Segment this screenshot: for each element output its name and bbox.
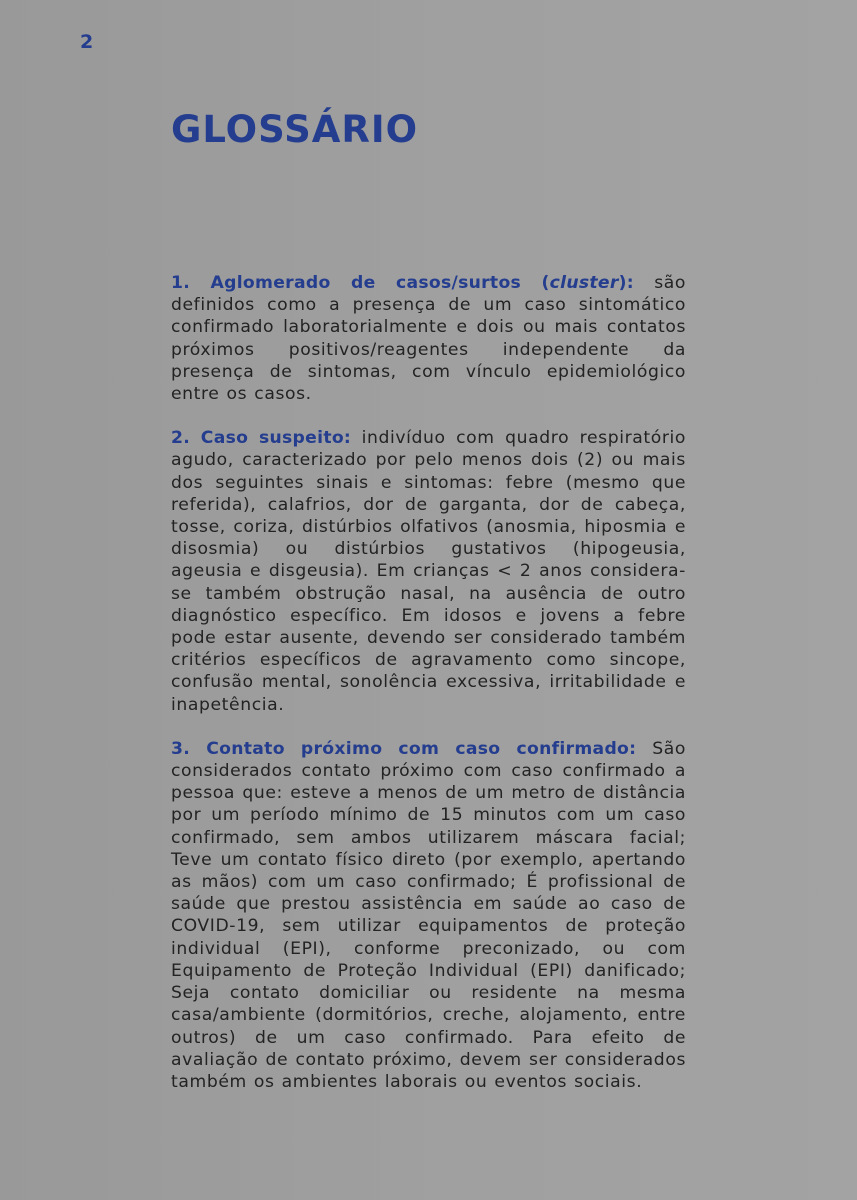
glossary-entry-close-contact: [171, 738, 686, 1093]
page-number: 2: [80, 31, 94, 53]
glossary-entry-suspect-case: [171, 427, 686, 716]
glossary-term: 3. Contato próximo com caso confirmado:: [171, 738, 637, 759]
glossary-definition: São considerados contato próximo com caso confirmado a pessoa que: esteve a menos de um metro de distância por um período mínimo de 15 minutos com um caso confirmado, sem ambos utilizarem máscara facial; Teve um contato físico direto (por exemplo, apertando as mãos) com um caso confirmado; É profissional de saúde que prestou assistência em saúde ao caso de COVID-19, sem utilizar equipamentos de proteção individual (EPI), conforme preconizado, ou com Equipamento de Proteção Individual (EPI) danificado; Seja contato domiciliar ou residente na mesma casa/ambiente (dormitórios, creche, alojamento, entre outros) de um caso confirmado. Para efeito de avaliação de contato próximo, devem ser considerados também os ambientes laborais ou eventos sociais.: [171, 738, 686, 1092]
glossary-definition: indivíduo com quadro respiratório agudo, caracterizado por pelo menos dois (2) ou mais dos seguintes sinais e sintomas: febre (mesmo que referida), calafrios, dor de garganta, dor de cabeça, tosse, coriza, distúrbios olfativos (anosmia, hiposmia e disosmia) ou distúrbios gustativos (hipogeusia, ageusia e disgeusia). Em crianças < 2 anos considera-se também obstrução nasal, na ausência de outro diagnóstico específico. Em idosos e jovens a febre pode estar ausente, devendo ser considerado também critérios específicos de agravamento como sincope, confusão mental, sonolência excessiva, irritabilidade e inapetência.: [171, 428, 686, 715]
glossary-term-italic: cluster: [549, 273, 619, 293]
page-title: GLOSSÁRIO: [171, 108, 419, 151]
glossary-term: 1. Aglomerado de casos/surtos (cluster):: [171, 273, 634, 293]
glossary-list: [171, 272, 686, 1115]
glossary-definition: são definidos como a presença de um caso sintomático confirmado laboratorialmente e dois ou mais contatos próximos positivos/reagentes independente da presença de sintomas, com vínculo epidemiológico entre os casos.: [171, 273, 686, 405]
glossary-entry-cluster: [171, 272, 686, 405]
glossary-term: 2. Caso suspeito:: [171, 428, 352, 449]
